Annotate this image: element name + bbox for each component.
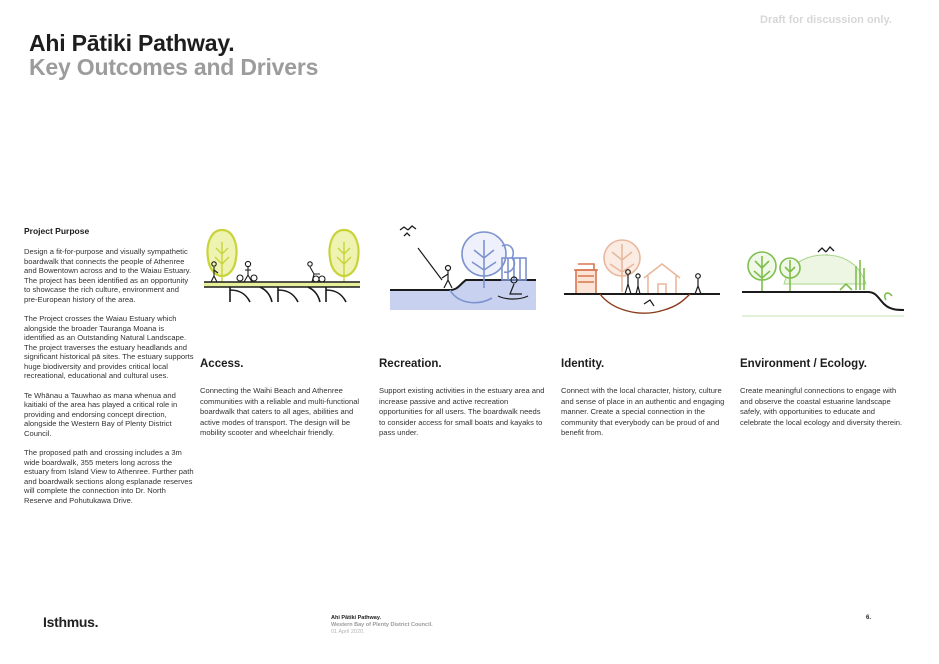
outcome-heading-recreation: Recreation. — [379, 358, 442, 370]
page-subtitle: Key Outcomes and Drivers — [29, 54, 319, 80]
outcome-text-environment: Create meaningful connections to engage with and observe the coastal estuarine landscape safely, with opportunities to educate and celebrate the local ecology and diversity therein. — [740, 386, 903, 427]
outcome-text-access: Connecting the Waihi Beach and Athenree communities with a reliable and multi-functional boardwalk that caters to all ages, abilities and active modes of transport. The design will be mobility scooter and wheelchair friendly. — [200, 386, 360, 438]
project-purpose-paragraph: Te Whānau a Tauwhao as mana whenua and kaitiaki of the area has played a critical role in providing and endorsing concept direction, alongside the Western Bay of Plenty District Council. — [24, 390, 178, 438]
project-purpose-paragraph: The proposed path and crossing includes a 3m wide boardwalk, 355 meters long across the estuary from Island View to Athenree. Further path and boardwalk sections along esplanade reserves will complete the connection into Dr. North Reserve and Pohutukawa Drive. — [24, 448, 194, 505]
footer-client-name: Western Bay of Plenty District Council. — [331, 622, 433, 628]
project-purpose-paragraph: The Project crosses the Waiau Estuary which alongside the broader Tauranga Moana is identified as an Outstanding Natural Landscape. The project traverses the estuary headlands and significant historical pā sites. The estuary supports huge biodiversity and provides critical local recreational, educational and cultural uses. — [24, 314, 194, 380]
boardwalk-access-illustration — [200, 226, 362, 308]
outcome-heading-environment: Environment / Ecology. — [740, 358, 867, 370]
outcome-heading-identity: Identity. — [561, 358, 605, 370]
outcome-text-recreation: Support existing activities in the estuary area and increase passive and active recreation opportunities for all users. The boardwalk needs to consider access for small boats and kayaks to pass under. — [379, 386, 545, 438]
page-number: 6. — [866, 615, 872, 621]
draft-note: Draft for discussion only. — [760, 14, 892, 26]
outcome-text-identity: Connect with the local character, history, culture and sense of place in an authentic and engaging manner. Create a special connection in the community that everybody can be proud of and benefit from. — [561, 386, 725, 438]
page-title: Ahi Pātiki Pathway. — [29, 30, 235, 56]
estuary-recreation-illustration — [388, 218, 538, 310]
footer-project-name: Ahi Pātiki Pathway. — [331, 615, 382, 621]
project-purpose-body — [24, 247, 194, 515]
project-purpose-paragraph: Design a fit-for-purpose and visually sympathetic boardwalk that connects the people of Athenree and Bowentown across and to the Waiau Estuary. The project has been identified as an opportunity to showcase the rich culture, environment and pre-European history of the area. — [24, 247, 192, 304]
project-purpose-heading: Project Purpose — [24, 226, 90, 236]
community-identity-illustration — [560, 226, 722, 318]
isthmus-logo: Isthmus. — [43, 614, 99, 630]
coastal-ecology-illustration — [740, 234, 906, 318]
outcome-heading-access: Access. — [200, 358, 244, 370]
footer-date: 01 April 2020. — [331, 629, 365, 635]
